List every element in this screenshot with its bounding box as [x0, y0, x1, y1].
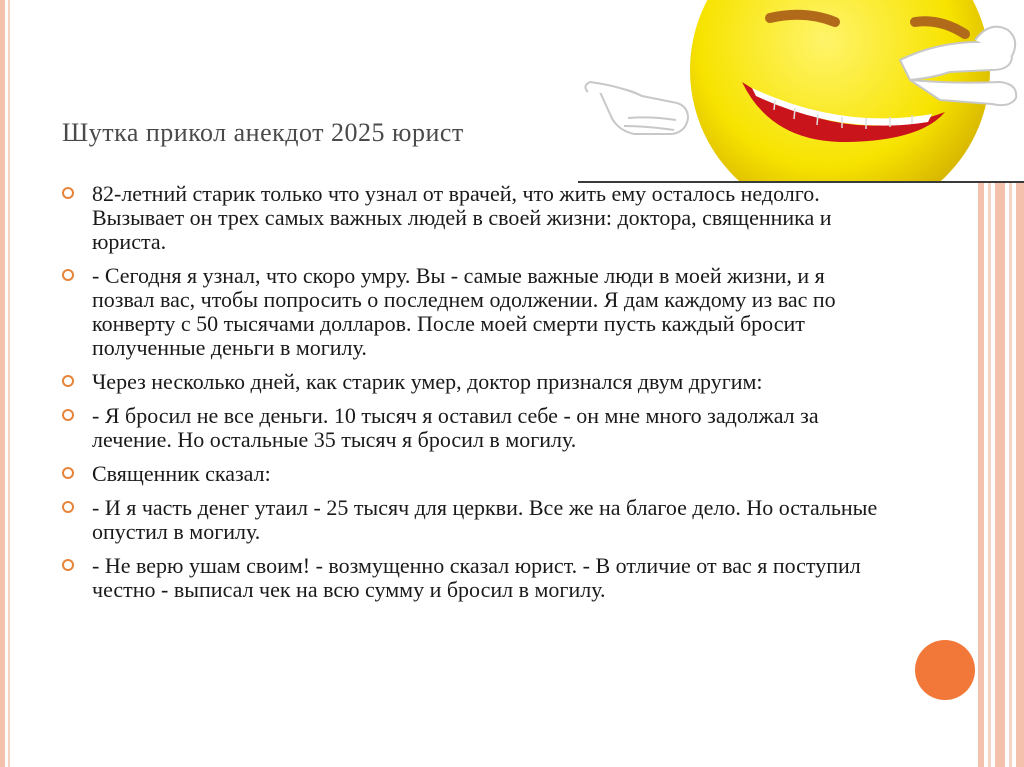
list-item — [60, 182, 880, 254]
bullet-circle-icon — [62, 501, 74, 513]
left-decor-stripe — [0, 0, 5, 767]
bullet-text: 82-летний старик только что узнал от врачей, что жить ему осталось недолго. Вызывает он трех самых важных людей в своей жизни: доктора, священника и юриста. — [92, 181, 832, 254]
list-item — [60, 404, 880, 452]
bullet-circle-icon — [62, 559, 74, 571]
bullet-text: - Не верю ушам своим! - возмущенно сказал юрист. - В отличие от вас я поступил честно - выписал чек на всю сумму и бросил в могилу. — [92, 553, 861, 602]
bullet-text: Через несколько дней, как старик умер, доктор признался двум другим: — [92, 369, 763, 394]
bullet-list — [60, 182, 880, 612]
bullet-circle-icon — [62, 409, 74, 421]
slide-title: Шутка прикол анекдот 2025 юрист — [62, 118, 464, 147]
bullet-text: - Сегодня я узнал, что скоро умру. Вы - самые важные люди в моей жизни, и я позвал вас, чтобы попросить о последнем одолжении. Я дам каждому из вас по конверту с 50 тысячами долларов. После моей смерти пусть каждый бросит полученные деньги в могилу. — [92, 263, 836, 360]
list-item — [60, 496, 880, 544]
decorative-orange-circle — [915, 640, 975, 700]
list-item — [60, 554, 880, 602]
left-decor-stripe-thin — [8, 0, 10, 767]
bullet-circle-icon — [62, 269, 74, 281]
bullet-circle-icon — [62, 467, 74, 479]
bullet-text: Священник сказал: — [92, 461, 271, 486]
bullet-text: - И я часть денег утаил - 25 тысяч для церкви. Все же на благое дело. Но остальные опустил в могилу. — [92, 495, 878, 544]
bullet-circle-icon — [62, 187, 74, 199]
bullet-circle-icon — [62, 375, 74, 387]
laughing-smiley-icon — [580, 0, 1024, 182]
list-item — [60, 462, 880, 486]
right-decor-stripes — [978, 183, 1024, 767]
list-item — [60, 370, 880, 394]
list-item — [60, 264, 880, 360]
bullet-text: - Я бросил не все деньги. 10 тысяч я оставил себе - он мне много задолжал за лечение. Но остальные 35 тысяч я бросил в могилу. — [92, 403, 819, 452]
